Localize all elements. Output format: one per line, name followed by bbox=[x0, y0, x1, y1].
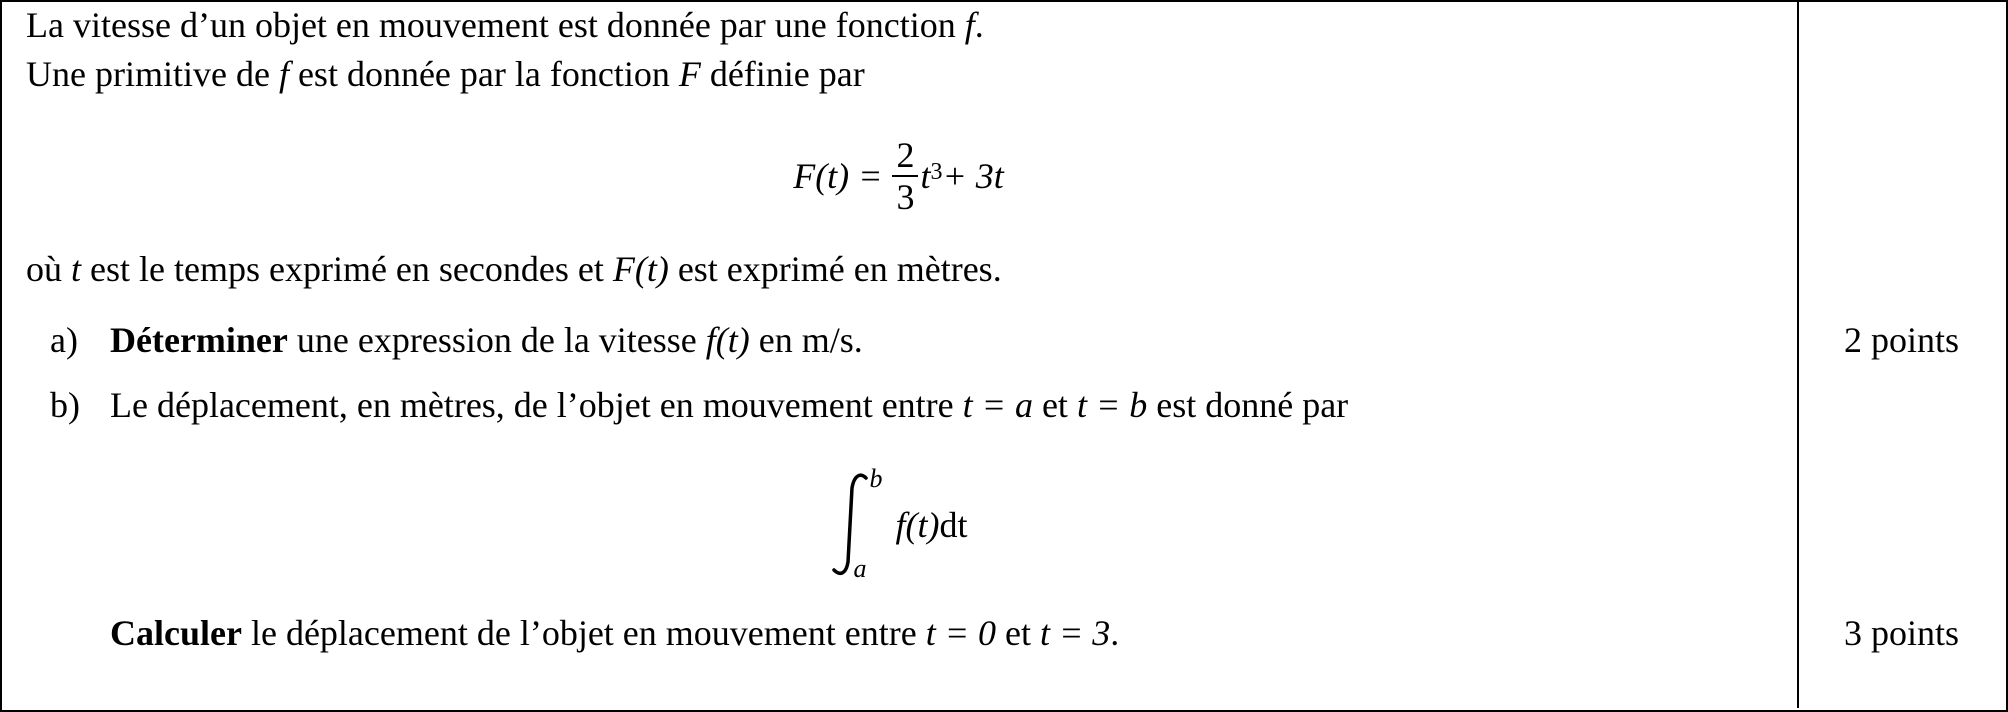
intro-line-2-text: Une primitive de bbox=[26, 54, 279, 94]
item-c-mid: et bbox=[995, 613, 1040, 653]
context-text: où bbox=[26, 249, 71, 289]
intro-line-1 bbox=[26, 3, 984, 47]
fraction bbox=[892, 135, 918, 217]
eq-t-0: t = 0 bbox=[925, 613, 996, 653]
integral-upper-limit: b bbox=[869, 464, 883, 493]
item-b-text bbox=[110, 383, 1348, 427]
intro-line-2-mid: est donnée par la fonction bbox=[288, 54, 679, 94]
item-c-verb: Calculer bbox=[110, 613, 242, 653]
intro-line-2-end: définie par bbox=[700, 54, 865, 94]
item-c-pre: le déplacement de l’objet en mouvement entre bbox=[241, 613, 926, 653]
formula-rest: + 3t bbox=[942, 156, 1004, 196]
context-end: est exprimé en mètres. bbox=[668, 249, 1002, 289]
item-b-post: est donné par bbox=[1147, 385, 1349, 425]
eq-t-a: t = a bbox=[962, 385, 1033, 425]
intro-line-2 bbox=[26, 52, 865, 96]
item-a-post: en m/s. bbox=[749, 320, 863, 360]
eq-t-b: t = b bbox=[1076, 385, 1148, 425]
expr-ft: f(t) bbox=[705, 320, 750, 360]
eq-t-3: t = 3 bbox=[1039, 613, 1111, 653]
item-b-mid: et bbox=[1032, 385, 1077, 425]
var-f: f bbox=[964, 5, 975, 45]
integral-symbol-icon bbox=[830, 470, 874, 580]
item-a-pre: une expression de la vitesse bbox=[287, 320, 706, 360]
item-c-post: . bbox=[1110, 613, 1120, 653]
context-line bbox=[26, 247, 1002, 291]
integral-lower-limit: a bbox=[853, 554, 867, 583]
intro-line-1-text: La vitesse d’un objet en mouvement est donnée par une fonction bbox=[26, 5, 965, 45]
exponent: 3 bbox=[930, 158, 943, 185]
integrand: f(t) bbox=[895, 505, 940, 545]
item-b-pre: Le déplacement, en mètres, de l’objet en mouvement entre bbox=[110, 385, 963, 425]
differential: dt bbox=[939, 505, 968, 545]
var-F: F bbox=[678, 54, 701, 94]
var-f: f bbox=[278, 54, 289, 94]
item-a-text bbox=[110, 318, 863, 362]
fraction-numerator: 2 bbox=[896, 135, 915, 175]
item-c-text bbox=[110, 611, 1119, 655]
var-t: t bbox=[920, 156, 931, 196]
fraction-denominator: 3 bbox=[896, 177, 915, 217]
intro-line-1-end: . bbox=[974, 5, 984, 45]
item-b-label: b) bbox=[50, 385, 80, 425]
formula-lhs: F(t) = bbox=[793, 156, 883, 196]
item-c-points: 3 points bbox=[1843, 613, 1959, 653]
formula-primitive bbox=[0, 135, 1797, 217]
item-a-label: a) bbox=[50, 320, 78, 360]
context-mid: est le temps exprimé en secondes et bbox=[81, 249, 613, 289]
item-a-verb: Déterminer bbox=[110, 320, 288, 360]
integral-sign bbox=[830, 464, 883, 583]
expr-Ft: F(t) bbox=[612, 249, 669, 289]
item-a-points: 2 points bbox=[1843, 320, 1959, 360]
var-t: t bbox=[71, 249, 82, 289]
formula-integral bbox=[0, 464, 1797, 589]
